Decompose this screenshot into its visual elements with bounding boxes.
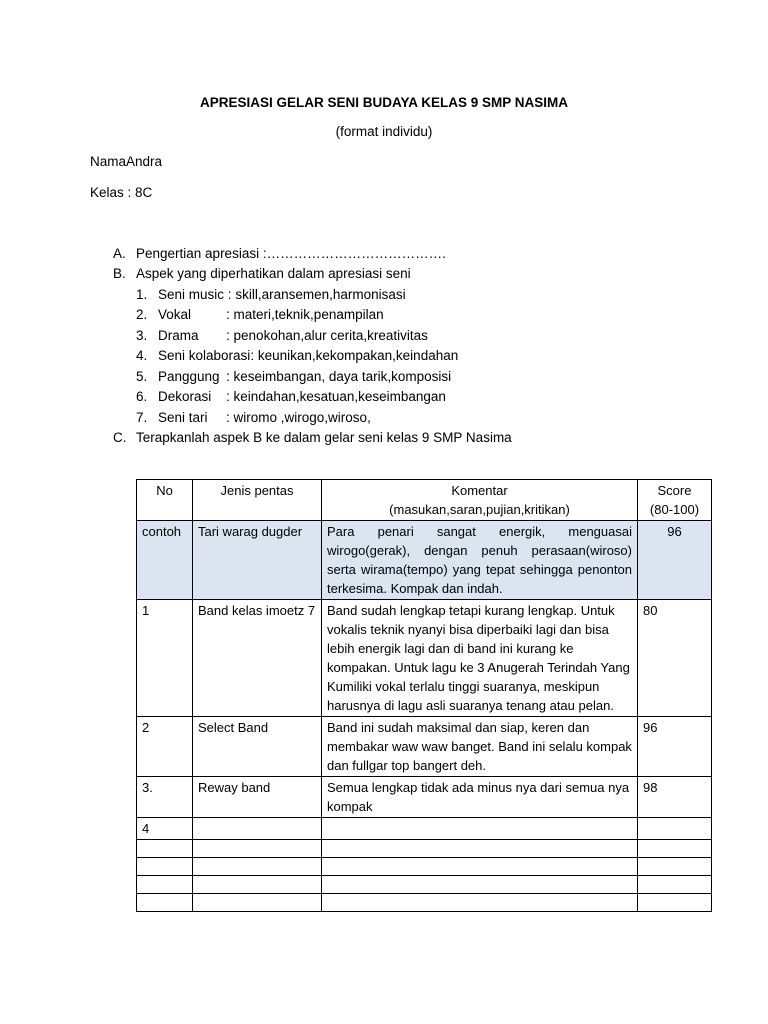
cell-no: 2 <box>137 717 193 777</box>
table-row-empty <box>137 894 712 912</box>
aspect-item <box>158 348 458 364</box>
aspect-item <box>226 328 428 344</box>
aspect-item <box>226 307 384 323</box>
aspect-separator: : <box>227 287 232 302</box>
aspect-number: 4. <box>136 348 148 363</box>
table-row <box>137 600 712 717</box>
table-row <box>137 818 712 840</box>
aspect-name: Seni tari <box>158 410 208 425</box>
aspect-item <box>158 287 406 303</box>
table-row-empty <box>137 858 712 876</box>
aspect-description: materi,teknik,penampilan <box>233 307 384 322</box>
cell-no: 3. <box>137 777 193 818</box>
table-row <box>137 777 712 818</box>
section-b-marker: B. <box>113 266 126 281</box>
aspect-item <box>226 369 451 385</box>
aspect-name: Vokal <box>158 307 192 322</box>
aspect-separator: : <box>226 389 230 404</box>
cell-jenis: Select Band <box>193 717 322 777</box>
table-row-example <box>137 521 712 600</box>
header-komentar-sub: (masukan,saran,pujian,kritikan) <box>389 502 570 517</box>
table-header-row <box>137 480 712 521</box>
section-c-marker: C. <box>113 430 127 445</box>
cell-empty <box>322 858 638 876</box>
section-b-text: Aspek yang diperhatikan dalam apresiasi seni <box>136 266 411 281</box>
cell-no: 4 <box>137 818 193 840</box>
cell-empty <box>322 894 638 912</box>
aspect-separator: : <box>250 348 255 363</box>
cell-no: 1 <box>137 600 193 717</box>
header-komentar <box>322 480 638 521</box>
section-a-marker: A. <box>113 246 126 261</box>
aspect-number: 6. <box>136 389 148 404</box>
table-row-empty <box>137 876 712 894</box>
cell-empty <box>322 840 638 858</box>
cell-empty <box>193 858 322 876</box>
aspect-description: keunikan,kekompakan,keindahan <box>257 348 459 363</box>
aspect-name: Drama <box>158 328 199 343</box>
cell-score <box>638 818 712 840</box>
table-row-empty <box>137 840 712 858</box>
student-class: Kelas : 8C <box>90 185 153 200</box>
cell-empty <box>638 858 712 876</box>
cell-komentar: Band sudah lengkap tetapi kurang lengkap. Untuk vokalis teknik nyanyi bisa diperbaiki lagi dan bisa lebih energik lagi dan di band ini kurang ke kompakan. Untuk lagu ke 3 Anugerah Terindah Yang Kumiliki vokal terlalu tinggi suaranya, meskipun harusnya di lagu asli suaranya tenang atau pelan. <box>322 600 638 717</box>
cell-empty <box>193 840 322 858</box>
aspect-description: penokohan,alur cerita,kreativitas <box>233 328 428 343</box>
aspect-number: 2. <box>136 307 148 322</box>
cell-empty <box>137 894 193 912</box>
header-no: No <box>137 480 193 521</box>
aspect-number: 7. <box>136 410 148 425</box>
cell-komentar: Semua lengkap tidak ada minus nya dari semua nya kompak <box>322 777 638 818</box>
header-jenis-pentas: Jenis pentas <box>193 480 322 521</box>
cell-empty <box>638 894 712 912</box>
aspect-separator: : <box>226 410 230 425</box>
header-score <box>638 480 712 521</box>
aspect-number: 1. <box>136 287 148 302</box>
student-name: NamaAndra <box>90 154 163 169</box>
cell-empty <box>137 840 193 858</box>
aspect-description: skill,aransemen,harmonisasi <box>235 287 406 302</box>
aspect-number: 5. <box>136 369 148 384</box>
cell-jenis: Reway band <box>193 777 322 818</box>
aspect-description: keindahan,kesatuan,keseimbangan <box>233 389 446 404</box>
cell-empty <box>638 840 712 858</box>
aspect-item <box>226 410 371 426</box>
cell-jenis <box>193 818 322 840</box>
cell-empty <box>322 876 638 894</box>
header-score-label: Score <box>657 483 692 498</box>
aspect-name: Seni kolaborasi <box>158 348 251 363</box>
aspect-name: Dekorasi <box>158 389 212 404</box>
document-title: APRESIASI GELAR SENI BUDAYA KELAS 9 SMP NASIMA <box>199 95 569 110</box>
aspect-description: keseimbangan, daya tarik,komposisi <box>233 369 452 384</box>
cell-empty <box>638 876 712 894</box>
aspect-separator: : <box>226 307 230 322</box>
cell-no: contoh <box>137 521 193 600</box>
header-score-range: (80-100) <box>649 502 700 517</box>
cell-komentar: Para penari sangat energik, menguasai wirogo(gerak), dengan penuh perasaan(wiroso) serta wirama(tempo) yang tepat sehingga penonton terkesima. Kompak dan indah. <box>322 521 638 600</box>
header-komentar-label: Komentar <box>451 483 508 498</box>
cell-score: 96 <box>638 717 712 777</box>
document-subtitle: (format individu) <box>335 124 433 139</box>
aspect-separator: : <box>226 328 230 343</box>
cell-komentar <box>322 818 638 840</box>
cell-score: 96 <box>638 521 712 600</box>
aspect-item <box>226 389 446 405</box>
cell-empty <box>193 876 322 894</box>
aspect-number: 3. <box>136 328 148 343</box>
aspect-separator: : <box>226 369 230 384</box>
cell-jenis: Band kelas imoetz 7 <box>193 600 322 717</box>
table-row <box>137 717 712 777</box>
cell-score: 98 <box>638 777 712 818</box>
aspect-name: Seni music <box>158 287 225 302</box>
cell-jenis: Tari warag dugder <box>193 521 322 600</box>
section-a-text: Pengertian apresiasi :…………………………………. <box>136 246 446 261</box>
aspect-description: wiromo ,wirogo,wiroso, <box>233 410 371 425</box>
aspect-name: Panggung <box>158 369 220 384</box>
appreciation-table <box>136 479 712 912</box>
cell-empty <box>137 876 193 894</box>
cell-score: 80 <box>638 600 712 717</box>
cell-empty <box>137 858 193 876</box>
cell-empty <box>193 894 322 912</box>
section-c-text: Terapkanlah aspek B ke dalam gelar seni kelas 9 SMP Nasima <box>136 430 512 445</box>
cell-komentar: Band ini sudah maksimal dan siap, keren dan membakar waw waw banget. Band ini selalu kompak dan fullgar top bangert deh. <box>322 717 638 777</box>
